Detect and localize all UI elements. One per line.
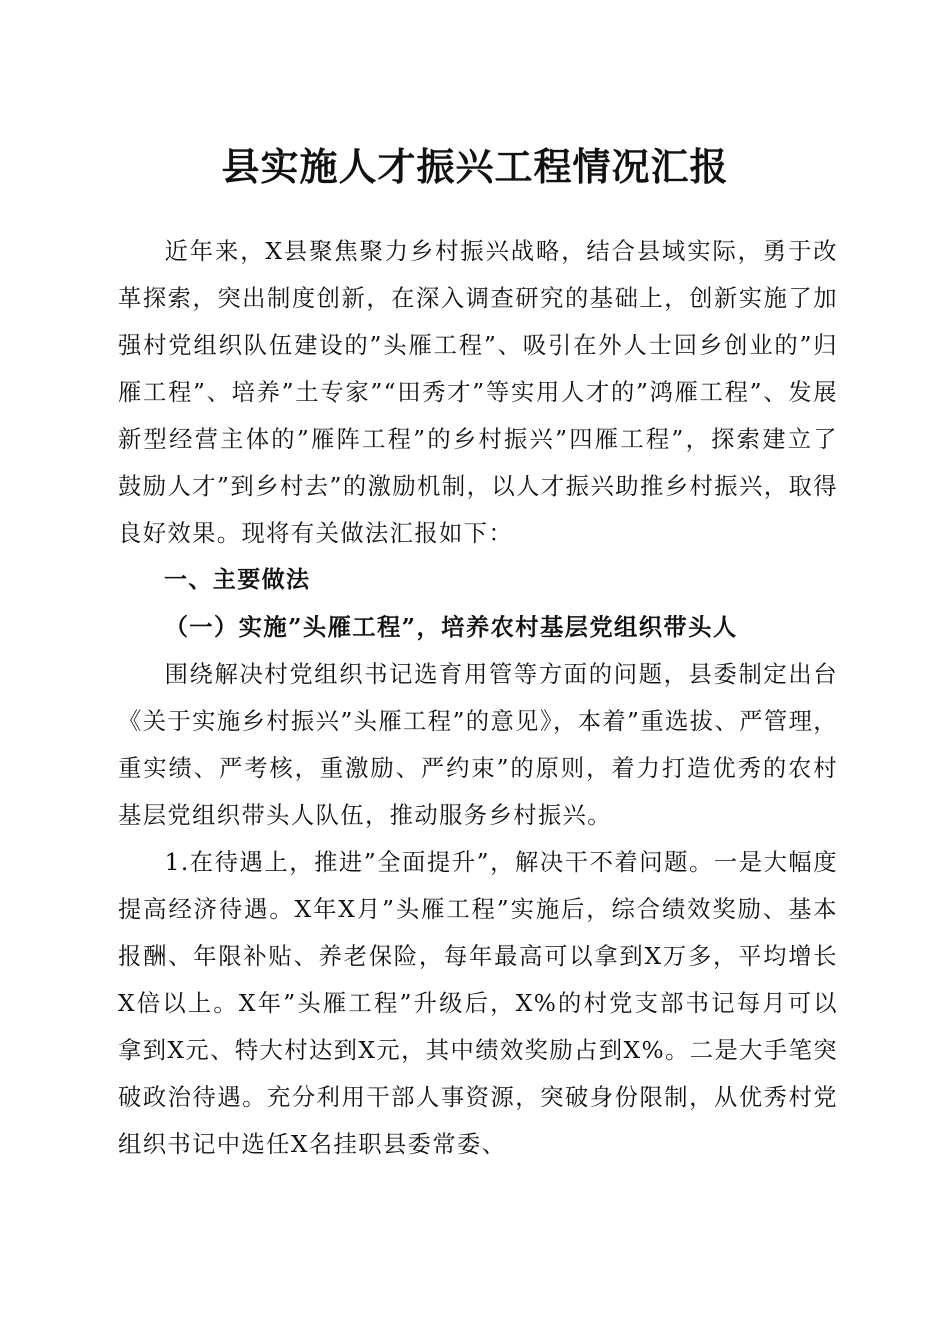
subsection-paragraph: 围绕解决村党组织书记选育用管等方面的问题，县委制定出台《关于实施乡村振兴”头雁工程”的意见》，本着”重选拔、严管理，重实绩、严考核，重激励、严约束”的原则，着力打造优秀的农村基层党组织带头人队伍，推动服务乡村振兴。 bbox=[118, 661, 838, 829]
subsection-heading-leading-geese: （一）实施”头雁工程”，培养农村基层党组织带头人 bbox=[164, 614, 738, 641]
intro-paragraph: 近年来，X县聚焦聚力乡村振兴战略，结合县域实际，勇于改革探索，突出制度创新，在深入调查研究的基础上，创新实施了加强村党组织队伍建设的”头雁工程”、吸引在外人士回乡创业的”归雁工程”、培养”土专家”“田秀才”等实用人才的”鸿雁工程”、发展新型经营主体的”雁阵工程”的乡村振兴”四雁工程”，探索建立了鼓励人才”到乡村去”的激励机制，以人才振兴助推乡村振兴，取得良好效果。现将有关做法汇报如下： bbox=[118, 238, 838, 547]
document-title: 县实施人才振兴工程情况汇报 bbox=[221, 144, 729, 189]
document-body bbox=[118, 228, 838, 1168]
item-paragraph-treatment: 1.在待遇上，推进”全面提升”，解决干不着问题。一是大幅度提高经济待遇。X年X月”头雁工程”实施后，综合绩效奖励、基本报酬、年限补贴、养老保险，每年最高可以拿到X万多，平均增长X倍以上。X年”头雁工程”升级后，X%的村党支部书记每月可以拿到X元、特大村达到X元，其中绩效奖励占到X%。二是大手笔突破政治待遇。充分利用干部人事资源，突破身份限制，从优秀村党组织书记中选任X名挂职县委常委、 bbox=[118, 849, 838, 1158]
section-heading-main-practices: 一、主要做法 bbox=[164, 567, 311, 593]
